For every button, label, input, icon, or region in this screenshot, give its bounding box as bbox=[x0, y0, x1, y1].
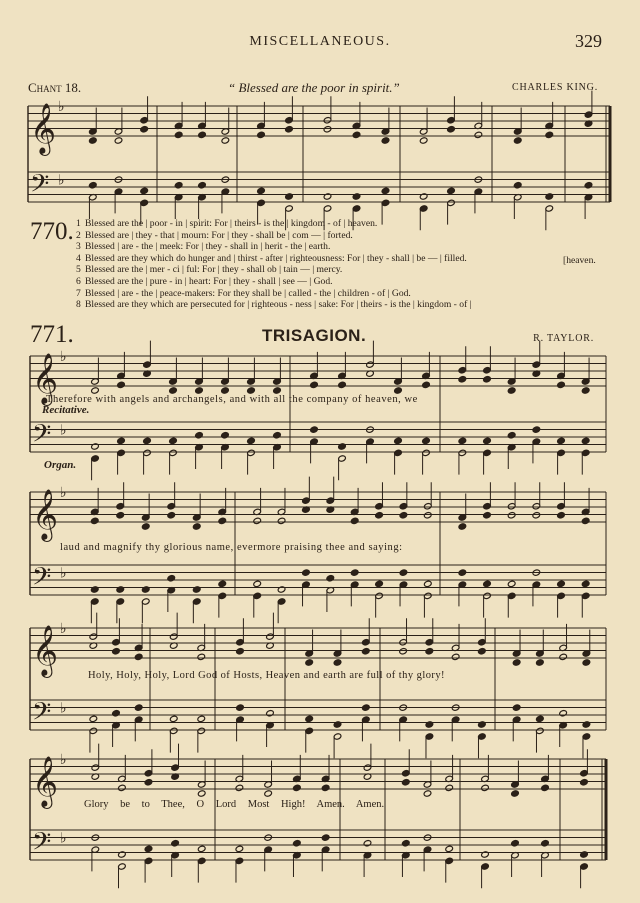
notehead bbox=[394, 437, 403, 444]
page-number: 329 bbox=[575, 31, 602, 51]
verse-number: 8 bbox=[76, 299, 81, 311]
notehead bbox=[144, 779, 153, 786]
notehead bbox=[91, 443, 100, 450]
verse-text: Blessed | are - the | meek: For | they - shall in | herit - the | earth. bbox=[85, 241, 331, 253]
notehead bbox=[264, 790, 273, 797]
notehead bbox=[338, 443, 347, 450]
verse-line bbox=[76, 264, 472, 276]
bass-clef: 𝄢 bbox=[32, 697, 52, 733]
recitative-marking: Recitative. bbox=[42, 404, 90, 416]
notehead bbox=[557, 512, 566, 519]
verse-number: 6 bbox=[76, 275, 81, 287]
notehead bbox=[253, 580, 262, 587]
notehead bbox=[424, 512, 433, 519]
notehead bbox=[285, 193, 294, 200]
page-header-title: MISCELLANEOUS. bbox=[249, 34, 391, 49]
notehead bbox=[511, 790, 520, 797]
notehead bbox=[266, 710, 275, 717]
verse-line bbox=[76, 299, 472, 311]
notehead bbox=[247, 437, 256, 444]
notehead bbox=[536, 715, 545, 722]
verse-number: 7 bbox=[76, 287, 81, 299]
notehead bbox=[447, 187, 456, 194]
notehead bbox=[362, 648, 371, 655]
notehead bbox=[511, 840, 520, 847]
notehead bbox=[557, 580, 566, 587]
notehead bbox=[174, 131, 183, 138]
verse-text: Blessed are the | pure - in | heart: For | they - shall | see — | God. bbox=[85, 275, 333, 287]
notehead bbox=[218, 517, 227, 524]
organ-marking: Organ. bbox=[44, 459, 77, 471]
notehead bbox=[507, 512, 516, 519]
notehead bbox=[235, 845, 244, 852]
notehead bbox=[375, 512, 384, 519]
verse-text: Blessed are they which are persecuted for | righteous - ness | sake: For | theirs - is the | kingdom - of | bbox=[85, 299, 472, 311]
notehead bbox=[277, 586, 286, 593]
notehead bbox=[218, 580, 227, 587]
notehead bbox=[399, 512, 408, 519]
notehead bbox=[483, 580, 492, 587]
notehead bbox=[338, 381, 347, 388]
chant-label: Chant 18. bbox=[28, 80, 82, 95]
key-signature-flat: ♭ bbox=[60, 700, 67, 717]
notehead bbox=[458, 569, 467, 576]
notehead bbox=[350, 569, 359, 576]
verse-text: Blessed are | they - that | mourn: For | they - shall be | com — | forted. bbox=[85, 229, 353, 241]
notehead bbox=[192, 523, 201, 530]
notehead bbox=[273, 432, 282, 439]
notehead bbox=[445, 845, 454, 852]
key-signature-flat: ♭ bbox=[60, 621, 67, 637]
key-signature-flat: ♭ bbox=[58, 172, 65, 189]
verse-line bbox=[76, 241, 472, 253]
notehead bbox=[584, 182, 593, 189]
notehead bbox=[305, 659, 314, 666]
notehead bbox=[140, 126, 149, 133]
notehead bbox=[483, 437, 492, 444]
notehead bbox=[447, 126, 456, 133]
notehead bbox=[512, 704, 521, 711]
notehead bbox=[116, 586, 125, 593]
treble-clef: 𝄞 bbox=[32, 625, 59, 676]
lyric-line-4: Glory be to Thee, O Lord Most High! Amen. Amen. bbox=[84, 799, 385, 810]
notehead bbox=[559, 710, 568, 717]
notehead bbox=[559, 653, 568, 660]
lyric-line-3: Holy, Holy, Holy, Lord God of Hosts, Heaven and earth are full of thy glory! bbox=[88, 670, 445, 681]
notehead bbox=[424, 580, 433, 587]
notehead bbox=[167, 512, 176, 519]
notehead bbox=[581, 580, 590, 587]
notehead bbox=[399, 648, 408, 655]
notehead bbox=[277, 517, 286, 524]
hymn-composer: R. TAYLOR. bbox=[533, 333, 594, 344]
verse-line bbox=[76, 276, 472, 288]
notehead bbox=[507, 432, 516, 439]
notehead bbox=[257, 187, 266, 194]
notehead bbox=[381, 137, 390, 144]
notehead bbox=[112, 710, 121, 717]
chant-composer: CHARLES KING. bbox=[512, 82, 598, 93]
key-signature-flat: ♭ bbox=[60, 830, 67, 847]
notehead bbox=[198, 182, 207, 189]
notehead bbox=[118, 784, 127, 791]
notehead bbox=[293, 784, 302, 791]
verse-text: Blessed are the | mer - ci | ful: For | they - shall ob | tain — | mercy. bbox=[85, 264, 343, 276]
notehead bbox=[221, 432, 230, 439]
notehead bbox=[236, 648, 245, 655]
notehead bbox=[257, 131, 266, 138]
notehead bbox=[532, 426, 541, 433]
notehead bbox=[422, 381, 431, 388]
key-signature-flat: ♭ bbox=[60, 565, 67, 582]
bass-clef: 𝄢 bbox=[32, 827, 52, 863]
notehead bbox=[362, 704, 371, 711]
verse-text: Blessed | are - the | peace-makers: For they shall be | called - the | children - of | God. bbox=[85, 287, 411, 299]
treble-clef: 𝄞 bbox=[32, 489, 59, 540]
hymn-number-771: 771. bbox=[30, 321, 74, 348]
verse-line bbox=[76, 230, 472, 242]
hymn-title: TRISAGION. bbox=[262, 326, 367, 345]
notehead bbox=[89, 715, 98, 722]
key-signature-flat: ♭ bbox=[58, 99, 65, 115]
notehead bbox=[144, 845, 153, 852]
notehead bbox=[169, 715, 178, 722]
notehead bbox=[134, 653, 143, 660]
notehead bbox=[582, 659, 591, 666]
notehead bbox=[350, 517, 359, 524]
notehead bbox=[481, 784, 490, 791]
treble-clef: 𝄞 bbox=[32, 756, 59, 807]
notehead bbox=[399, 569, 408, 576]
notehead bbox=[451, 653, 460, 660]
notehead bbox=[169, 437, 178, 444]
notehead bbox=[381, 187, 390, 194]
notehead bbox=[333, 659, 342, 666]
notehead bbox=[419, 137, 428, 144]
notehead bbox=[557, 437, 566, 444]
notehead bbox=[483, 512, 492, 519]
notehead bbox=[581, 517, 590, 524]
hymn-number-770: 770. bbox=[30, 218, 74, 245]
notehead bbox=[141, 523, 150, 530]
notehead bbox=[458, 437, 467, 444]
notehead bbox=[310, 426, 319, 433]
treble-clef: 𝄞 bbox=[32, 353, 59, 404]
key-signature-flat: ♭ bbox=[60, 752, 67, 768]
notehead bbox=[221, 137, 230, 144]
notehead bbox=[445, 784, 454, 791]
verse-list bbox=[76, 218, 472, 311]
notehead bbox=[545, 131, 554, 138]
verse-number: 5 bbox=[76, 264, 81, 276]
notehead bbox=[513, 182, 522, 189]
notehead bbox=[323, 193, 332, 200]
verse-line bbox=[76, 218, 472, 230]
notehead bbox=[532, 512, 541, 519]
notehead bbox=[507, 580, 516, 587]
notehead bbox=[116, 512, 125, 519]
notehead bbox=[580, 779, 589, 786]
notehead bbox=[513, 137, 522, 144]
notehead bbox=[402, 840, 411, 847]
notehead bbox=[167, 575, 176, 582]
notehead bbox=[236, 704, 245, 711]
notehead bbox=[323, 126, 332, 133]
verse-line bbox=[76, 253, 472, 265]
notehead bbox=[425, 721, 434, 728]
bass-clef: 𝄢 bbox=[30, 169, 50, 205]
verse-number: 4 bbox=[76, 252, 81, 264]
key-signature-flat: ♭ bbox=[60, 422, 67, 439]
notehead bbox=[581, 387, 590, 394]
key-signature-flat: ♭ bbox=[60, 485, 67, 501]
notehead bbox=[541, 840, 550, 847]
notehead bbox=[474, 131, 483, 138]
verse-line bbox=[76, 288, 472, 300]
verse-number: 1 bbox=[76, 218, 81, 229]
notehead bbox=[402, 779, 411, 786]
notehead bbox=[321, 834, 330, 841]
chant-quote: “ Blessed are the poor in spirit.” bbox=[228, 80, 400, 95]
notehead bbox=[114, 137, 123, 144]
verse-text: Blessed are they which do hunger and | thirst - after | righteousness: For | they - shall | be — | filled. bbox=[85, 252, 467, 264]
notehead bbox=[140, 187, 149, 194]
notehead bbox=[541, 784, 550, 791]
notehead bbox=[235, 784, 244, 791]
notehead bbox=[478, 721, 487, 728]
notehead bbox=[285, 126, 294, 133]
notehead bbox=[310, 381, 319, 388]
notehead bbox=[425, 648, 434, 655]
notehead bbox=[171, 840, 180, 847]
notehead bbox=[195, 432, 204, 439]
notehead bbox=[582, 721, 591, 728]
verse-text: Blessed are the | poor - in | spirit: For | theirs - is the | kingdom - of | heaven. bbox=[85, 218, 378, 229]
notehead bbox=[507, 387, 516, 394]
notehead bbox=[90, 517, 99, 524]
lyric-line-2: laud and magnify thy glorious name, evermore praising thee and saying: bbox=[60, 542, 403, 553]
notehead bbox=[141, 586, 150, 593]
notehead bbox=[483, 376, 492, 383]
notehead bbox=[112, 648, 121, 655]
notehead bbox=[536, 659, 545, 666]
key-signature-flat: ♭ bbox=[60, 349, 67, 365]
notehead bbox=[326, 575, 335, 582]
lyric-line-1: Therefore with angels and archangels, and with all the company of heaven, we bbox=[46, 394, 418, 405]
notehead bbox=[118, 851, 127, 858]
notehead bbox=[333, 721, 342, 728]
notehead bbox=[423, 790, 432, 797]
notehead bbox=[197, 653, 206, 660]
notehead bbox=[174, 182, 183, 189]
notehead bbox=[580, 851, 589, 858]
notehead bbox=[375, 580, 384, 587]
notehead bbox=[352, 131, 361, 138]
notehead bbox=[557, 381, 566, 388]
notehead bbox=[293, 840, 302, 847]
treble-clef: 𝄞 bbox=[30, 103, 57, 154]
notehead bbox=[89, 137, 98, 144]
verse-number: 3 bbox=[76, 241, 81, 253]
notehead bbox=[481, 851, 490, 858]
notehead bbox=[197, 845, 206, 852]
bass-clef: 𝄢 bbox=[32, 562, 52, 598]
notehead bbox=[134, 704, 143, 711]
notehead bbox=[458, 523, 467, 530]
notehead bbox=[302, 569, 311, 576]
notehead bbox=[253, 517, 262, 524]
notehead bbox=[198, 131, 207, 138]
notehead bbox=[90, 586, 99, 593]
notehead bbox=[363, 840, 372, 847]
bass-clef: 𝄢 bbox=[32, 419, 52, 455]
notehead bbox=[197, 715, 206, 722]
notehead bbox=[192, 586, 201, 593]
notehead bbox=[89, 182, 98, 189]
notehead bbox=[419, 193, 428, 200]
notehead bbox=[321, 784, 330, 791]
notehead bbox=[352, 193, 361, 200]
notehead bbox=[458, 376, 467, 383]
notehead bbox=[512, 659, 521, 666]
notehead bbox=[422, 437, 431, 444]
notehead bbox=[197, 790, 206, 797]
notehead bbox=[143, 437, 152, 444]
notehead bbox=[305, 715, 314, 722]
verse-continuation: [heaven. bbox=[563, 255, 596, 266]
notehead bbox=[581, 437, 590, 444]
verse-number: 2 bbox=[76, 229, 81, 241]
notehead bbox=[478, 648, 487, 655]
notehead bbox=[117, 437, 126, 444]
notehead bbox=[117, 381, 126, 388]
notehead bbox=[545, 193, 554, 200]
